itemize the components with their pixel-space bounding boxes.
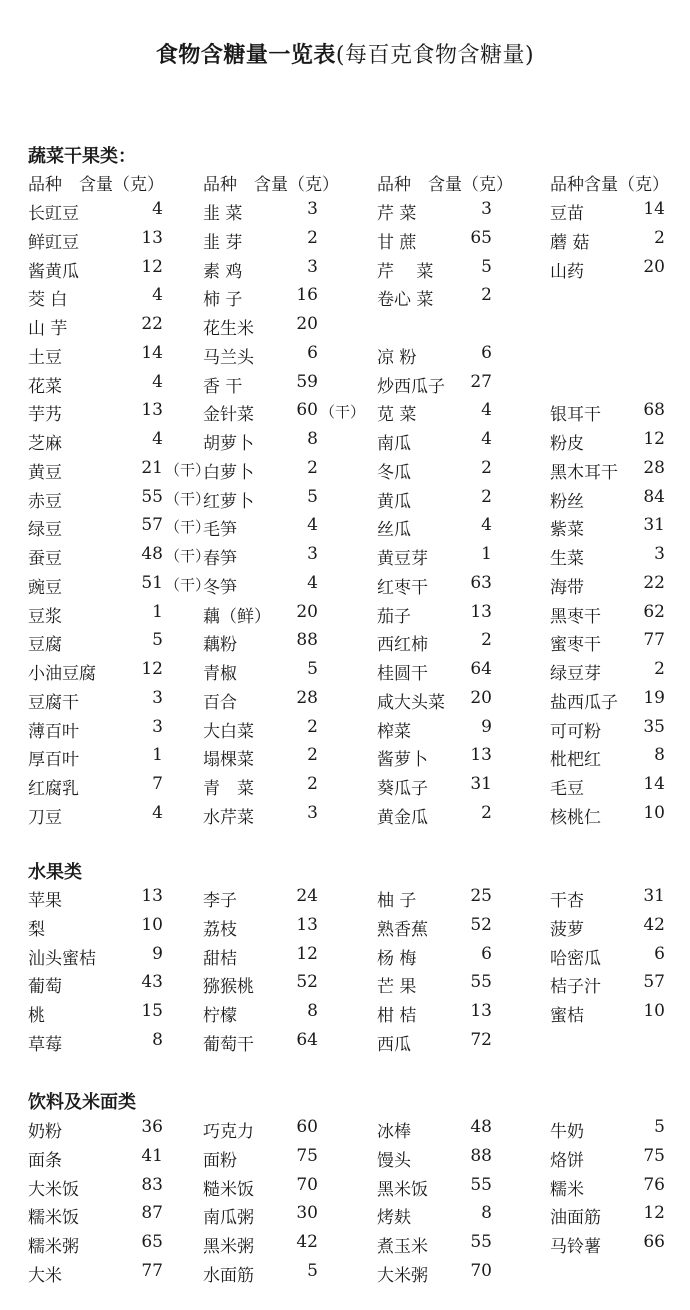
food-name: 糯米饭 (28, 1208, 79, 1229)
food-name: 豆苗 (550, 204, 584, 224)
food-name: 李子 (203, 891, 237, 911)
sugar-amount: 10 (643, 802, 665, 823)
sugar-amount: 31 (643, 515, 665, 536)
food-name: 酱黄瓜 (28, 261, 79, 282)
food-name: 凉 粉 (377, 347, 417, 368)
food-name: 黑木耳干 (550, 462, 618, 483)
sugar-amount: 4 (152, 285, 163, 306)
food-name: 红枣干 (377, 577, 428, 598)
food-name: 蘑 菇 (550, 232, 590, 253)
food-name: 粉皮 (550, 434, 584, 454)
food-name: 马兰头 (203, 347, 254, 368)
sugar-amount: 70 (296, 1174, 318, 1195)
sugar-amount: 2 (307, 716, 318, 737)
sugar-amount: 13 (296, 914, 318, 935)
food-name: 藕粉 (203, 635, 237, 656)
sugar-amount: 2 (481, 630, 492, 651)
sugar-amount: 2 (481, 802, 492, 823)
food-name: 西瓜 (377, 1034, 411, 1055)
food-name: 苹果 (28, 891, 62, 911)
food-name: 豆浆 (28, 606, 62, 627)
sugar-amount: 2 (654, 659, 665, 679)
food-name: 桂圆干 (377, 664, 428, 684)
sugar-amount: 75 (643, 1145, 665, 1166)
sugar-amount: 13 (470, 745, 492, 766)
sugar-amount: 13 (470, 601, 492, 622)
food-name: 牛奶 (550, 1122, 584, 1142)
sugar-amount: 20 (470, 687, 492, 708)
sugar-amount: 51 (141, 572, 163, 593)
food-name: 豆腐干 (28, 692, 79, 713)
sugar-amount: 10 (643, 1001, 665, 1021)
food-name: 金针菜 (203, 405, 254, 426)
sugar-amount: 55 (470, 1232, 492, 1252)
sugar-amount: 31 (470, 774, 492, 794)
food-name: 糙米饭 (203, 1179, 254, 1200)
sugar-amount: 16 (296, 285, 318, 306)
sugar-amount: 52 (470, 914, 492, 935)
sugar-amount: 84 (643, 486, 665, 507)
sugar-amount: 72 (470, 1029, 492, 1050)
sugar-amount: 13 (470, 1001, 492, 1021)
sugar-amount: 55 (141, 486, 163, 507)
column-header: 品种 含量（克） (203, 175, 339, 195)
sugar-amount: 12 (643, 429, 665, 449)
food-name: 大米 (28, 1265, 62, 1286)
sugar-amount: 15 (141, 1001, 163, 1021)
sugar-amount: 8 (307, 429, 318, 449)
sugar-amount: 1 (481, 544, 492, 564)
food-name: 茭 白 (28, 290, 68, 311)
food-name: 青 菜 (203, 779, 254, 799)
food-name: 大米粥 (377, 1265, 428, 1286)
sugar-amount: 14 (643, 199, 665, 219)
food-name: 丝瓜 (377, 520, 411, 541)
sugar-amount: 83 (141, 1174, 163, 1195)
food-name: 绿豆 (28, 520, 62, 541)
food-name: 面粉 (203, 1150, 237, 1171)
food-name: 香 干 (203, 376, 243, 397)
sugar-amount: 36 (141, 1117, 163, 1137)
sugar-amount: 88 (470, 1145, 492, 1166)
food-name: 春笋 (203, 549, 237, 569)
sugar-amount: 6 (481, 943, 492, 964)
food-name: 毛豆 (550, 779, 584, 799)
dry-note: （干） (320, 403, 366, 422)
food-name: 毛笋 (203, 520, 237, 541)
sugar-amount: 28 (643, 457, 665, 478)
sugar-amount: 66 (643, 1232, 665, 1252)
sugar-amount: 14 (643, 774, 665, 794)
column-header: 品种 含量（克） (377, 175, 513, 195)
food-name: 煮玉米 (377, 1237, 428, 1257)
sugar-amount: 19 (643, 687, 665, 708)
sugar-amount: 4 (481, 429, 492, 449)
food-name: 芹 菜 (377, 204, 417, 224)
food-name: 芹 菜 (377, 261, 434, 282)
food-name: 冬瓜 (377, 462, 411, 483)
food-name: 甜桔 (203, 948, 237, 969)
food-name: 榨菜 (377, 721, 411, 742)
sugar-amount: 4 (307, 515, 318, 536)
sugar-amount: 6 (654, 943, 665, 964)
food-name: 水芹菜 (203, 807, 254, 828)
food-name: 葵瓜子 (377, 779, 428, 799)
food-name: 红腐乳 (28, 779, 79, 799)
food-name: 黄瓜 (377, 491, 411, 512)
sugar-amount: 1 (152, 745, 163, 766)
sugar-amount: 20 (643, 256, 665, 277)
food-name: 黑米饭 (377, 1179, 428, 1200)
sugar-amount: 76 (643, 1174, 665, 1195)
sugar-amount: 48 (470, 1117, 492, 1137)
food-name: 大白菜 (203, 721, 254, 742)
sugar-amount: 3 (307, 256, 318, 277)
dry-note: （干） (165, 489, 211, 508)
food-name: 黄金瓜 (377, 807, 428, 828)
sugar-amount: 3 (152, 687, 163, 708)
sugar-amount: 9 (152, 943, 163, 964)
food-name: 生菜 (550, 549, 584, 569)
food-name: 桔子汁 (550, 977, 601, 998)
section-heading: 蔬菜干果类： (28, 146, 136, 167)
sugar-amount: 27 (470, 371, 492, 392)
sugar-amount: 8 (307, 1001, 318, 1021)
food-name: 柿 子 (203, 290, 243, 311)
sugar-amount: 5 (307, 486, 318, 507)
sugar-amount: 22 (643, 572, 665, 593)
sugar-amount: 20 (296, 601, 318, 622)
sugar-amount: 6 (307, 342, 318, 363)
sugar-amount: 75 (296, 1145, 318, 1166)
sugar-amount: 5 (152, 630, 163, 651)
sugar-amount: 9 (481, 716, 492, 737)
sugar-amount: 31 (643, 886, 665, 906)
food-name: 白萝卜 (203, 462, 254, 483)
dry-note: （干） (165, 460, 211, 479)
sugar-amount: 10 (141, 914, 163, 935)
sugar-amount: 4 (152, 429, 163, 449)
sugar-amount: 4 (152, 371, 163, 392)
sugar-amount: 28 (296, 687, 318, 708)
food-name: 盐西瓜子 (550, 692, 618, 713)
food-name: 糯米粥 (28, 1237, 79, 1257)
food-name: 茄子 (377, 606, 411, 627)
sugar-amount: 43 (141, 972, 163, 993)
food-name: 鲜豇豆 (28, 232, 79, 253)
sugar-amount: 2 (481, 285, 492, 306)
sugar-amount: 70 (470, 1260, 492, 1281)
food-name: 干杏 (550, 891, 584, 911)
food-name: 小油豆腐 (28, 664, 96, 684)
food-name: 花菜 (28, 376, 62, 397)
sugar-amount: 25 (470, 886, 492, 906)
food-name: 哈密瓜 (550, 948, 601, 969)
food-name: 黄豆芽 (377, 549, 428, 569)
food-name: 薄百叶 (28, 721, 79, 742)
sugar-amount: 64 (470, 659, 492, 679)
food-name: 荔枝 (203, 919, 237, 940)
food-name: 韭 芽 (203, 232, 243, 253)
sugar-amount: 3 (307, 802, 318, 823)
food-name: 塌棵菜 (203, 750, 254, 771)
food-name: 蜜枣干 (550, 635, 601, 656)
sugar-amount: 77 (643, 630, 665, 651)
food-name: 百合 (203, 692, 237, 713)
sugar-amount: 62 (643, 601, 665, 622)
food-name: 杨 梅 (377, 948, 417, 969)
sugar-amount: 55 (470, 972, 492, 993)
sugar-amount: 20 (296, 314, 318, 334)
food-name: 银耳干 (550, 405, 601, 426)
food-name: 绿豆芽 (550, 664, 601, 684)
food-name: 海带 (550, 577, 584, 598)
food-name: 胡萝卜 (203, 434, 254, 454)
food-name: 冰棒 (377, 1122, 411, 1142)
food-name: 南瓜 (377, 434, 411, 454)
sugar-amount: 14 (141, 342, 163, 363)
food-name: 刀豆 (28, 807, 62, 828)
sugar-amount: 42 (296, 1232, 318, 1252)
food-name: 梨 (28, 919, 45, 940)
food-name: 葡萄 (28, 977, 62, 998)
food-name: 水面筋 (203, 1265, 254, 1286)
food-name: 豆腐 (28, 635, 62, 656)
food-name: 卷心 菜 (377, 290, 434, 311)
sugar-amount: 41 (141, 1145, 163, 1166)
food-name: 西红柿 (377, 635, 428, 656)
food-name: 山药 (550, 261, 584, 282)
sugar-amount: 65 (141, 1232, 163, 1252)
food-name: 芒 果 (377, 977, 417, 998)
food-name: 甘 蔗 (377, 232, 417, 253)
food-name: 桃 (28, 1006, 45, 1026)
food-name: 柠檬 (203, 1006, 237, 1026)
sugar-amount: 88 (296, 630, 318, 651)
sugar-amount: 64 (296, 1029, 318, 1050)
sugar-amount: 3 (307, 199, 318, 219)
food-name: 枇杷红 (550, 750, 601, 771)
sugar-amount: 2 (307, 227, 318, 248)
food-name: 花生米 (203, 319, 254, 339)
sugar-amount: 7 (152, 774, 163, 794)
sugar-amount: 2 (307, 457, 318, 478)
food-name: 长豇豆 (28, 204, 79, 224)
sugar-amount: 57 (643, 972, 665, 993)
food-name: 柑 桔 (377, 1006, 417, 1026)
food-name: 汕头蜜桔 (28, 948, 96, 969)
sugar-amount: 3 (152, 716, 163, 737)
sugar-amount: 5 (481, 256, 492, 277)
food-name: 黑米粥 (203, 1237, 254, 1257)
sugar-amount: 63 (470, 572, 492, 593)
page-title (0, 38, 690, 69)
sugar-amount: 13 (141, 400, 163, 421)
sugar-amount: 5 (654, 1117, 665, 1137)
food-name: 酱萝卜 (377, 750, 428, 771)
food-name: 蜜桔 (550, 1006, 584, 1026)
sugar-amount: 65 (470, 227, 492, 248)
sugar-amount: 87 (141, 1203, 163, 1224)
food-name: 菠萝 (550, 919, 584, 940)
food-name: 馒头 (377, 1150, 411, 1171)
section-heading: 水果类 (28, 862, 82, 883)
food-name: 粉丝 (550, 491, 584, 512)
title-subtitle: (每百克食物含糖量) (335, 43, 535, 68)
sugar-amount: 52 (296, 972, 318, 993)
food-name: 葡萄干 (203, 1034, 254, 1055)
food-name: 山 芋 (28, 319, 68, 339)
food-name: 咸大头菜 (377, 692, 445, 713)
sugar-amount: 6 (481, 342, 492, 363)
sugar-amount: 55 (470, 1174, 492, 1195)
sugar-amount: 3 (307, 544, 318, 564)
food-name: 油面筋 (550, 1208, 601, 1229)
sugar-amount: 12 (296, 943, 318, 964)
food-name: 马铃薯 (550, 1237, 601, 1257)
sugar-amount: 8 (152, 1029, 163, 1050)
sugar-amount: 8 (481, 1203, 492, 1224)
food-name: 巧克力 (203, 1122, 254, 1142)
sugar-amount: 4 (152, 802, 163, 823)
food-name: 烙饼 (550, 1150, 584, 1171)
food-name: 紫菜 (550, 520, 584, 541)
food-name: 大米饭 (28, 1179, 79, 1200)
sugar-amount: 48 (141, 544, 163, 564)
sugar-amount: 2 (481, 457, 492, 478)
sugar-amount: 3 (481, 199, 492, 219)
sugar-amount: 57 (141, 515, 163, 536)
food-name: 奶粉 (28, 1122, 62, 1142)
food-name: 炒西瓜子 (377, 376, 445, 397)
sugar-amount: 5 (307, 659, 318, 679)
sugar-amount: 42 (643, 914, 665, 935)
sugar-amount: 4 (307, 572, 318, 593)
food-name: 苋 菜 (377, 405, 417, 426)
food-name: 猕猴桃 (203, 977, 254, 998)
column-header: 品种 含量（克） (28, 175, 164, 195)
food-name: 草莓 (28, 1034, 62, 1055)
food-name: 素 鸡 (203, 261, 243, 282)
food-name: 黄豆 (28, 462, 62, 483)
sugar-amount: 4 (152, 199, 163, 219)
sugar-amount: 60 (296, 400, 318, 421)
sugar-amount: 12 (141, 659, 163, 679)
sugar-amount: 60 (296, 1117, 318, 1137)
food-name: 南瓜粥 (203, 1208, 254, 1229)
food-name: 芋艿 (28, 405, 62, 426)
section-heading: 饮料及米面类 (28, 1092, 136, 1113)
dry-note: （干） (165, 547, 211, 565)
sugar-amount: 2 (307, 745, 318, 766)
food-name: 芝麻 (28, 434, 62, 454)
food-name: 柚 子 (377, 891, 417, 911)
sugar-amount: 4 (481, 400, 492, 421)
sugar-amount: 2 (481, 486, 492, 507)
sugar-amount: 2 (654, 227, 665, 248)
sugar-amount: 8 (654, 745, 665, 766)
food-name: 豌豆 (28, 577, 62, 598)
food-name: 厚百叶 (28, 750, 79, 771)
dry-note: （干） (165, 575, 211, 594)
sugar-amount: 24 (296, 886, 318, 906)
sugar-amount: 21 (141, 457, 163, 478)
food-name: 面条 (28, 1150, 62, 1171)
sugar-amount: 5 (307, 1260, 318, 1281)
dry-note: （干） (165, 518, 211, 537)
food-name: 冬笋 (203, 577, 237, 598)
food-name: 红萝卜 (203, 491, 254, 512)
sugar-amount: 30 (296, 1203, 318, 1224)
sugar-amount: 12 (141, 256, 163, 277)
food-name: 糯米 (550, 1179, 584, 1200)
food-name: 藕（鲜） (203, 606, 271, 627)
food-name: 烤麸 (377, 1208, 411, 1229)
sugar-amount: 13 (141, 886, 163, 906)
sugar-amount: 68 (643, 400, 665, 421)
sugar-amount: 22 (141, 314, 163, 334)
food-name: 黑枣干 (550, 606, 601, 627)
sugar-amount: 13 (141, 227, 163, 248)
sugar-amount: 59 (296, 371, 318, 392)
sugar-amount: 2 (307, 774, 318, 794)
food-name: 青椒 (203, 664, 237, 684)
sugar-amount: 12 (643, 1203, 665, 1224)
food-name: 核桃仁 (550, 807, 601, 828)
food-name: 熟香蕉 (377, 919, 428, 940)
food-name: 土豆 (28, 347, 62, 368)
sugar-amount: 35 (643, 716, 665, 737)
sugar-amount: 3 (654, 544, 665, 564)
food-name: 可可粉 (550, 721, 601, 742)
food-name: 赤豆 (28, 491, 62, 512)
food-name: 韭 菜 (203, 204, 243, 224)
sugar-amount: 77 (141, 1260, 163, 1281)
sugar-amount: 1 (152, 601, 163, 622)
food-name: 蚕豆 (28, 549, 62, 569)
title-main: 食物含糖量一览表 (155, 42, 336, 68)
sugar-amount: 4 (481, 515, 492, 536)
column-header: 品种含量（克） (550, 175, 669, 195)
